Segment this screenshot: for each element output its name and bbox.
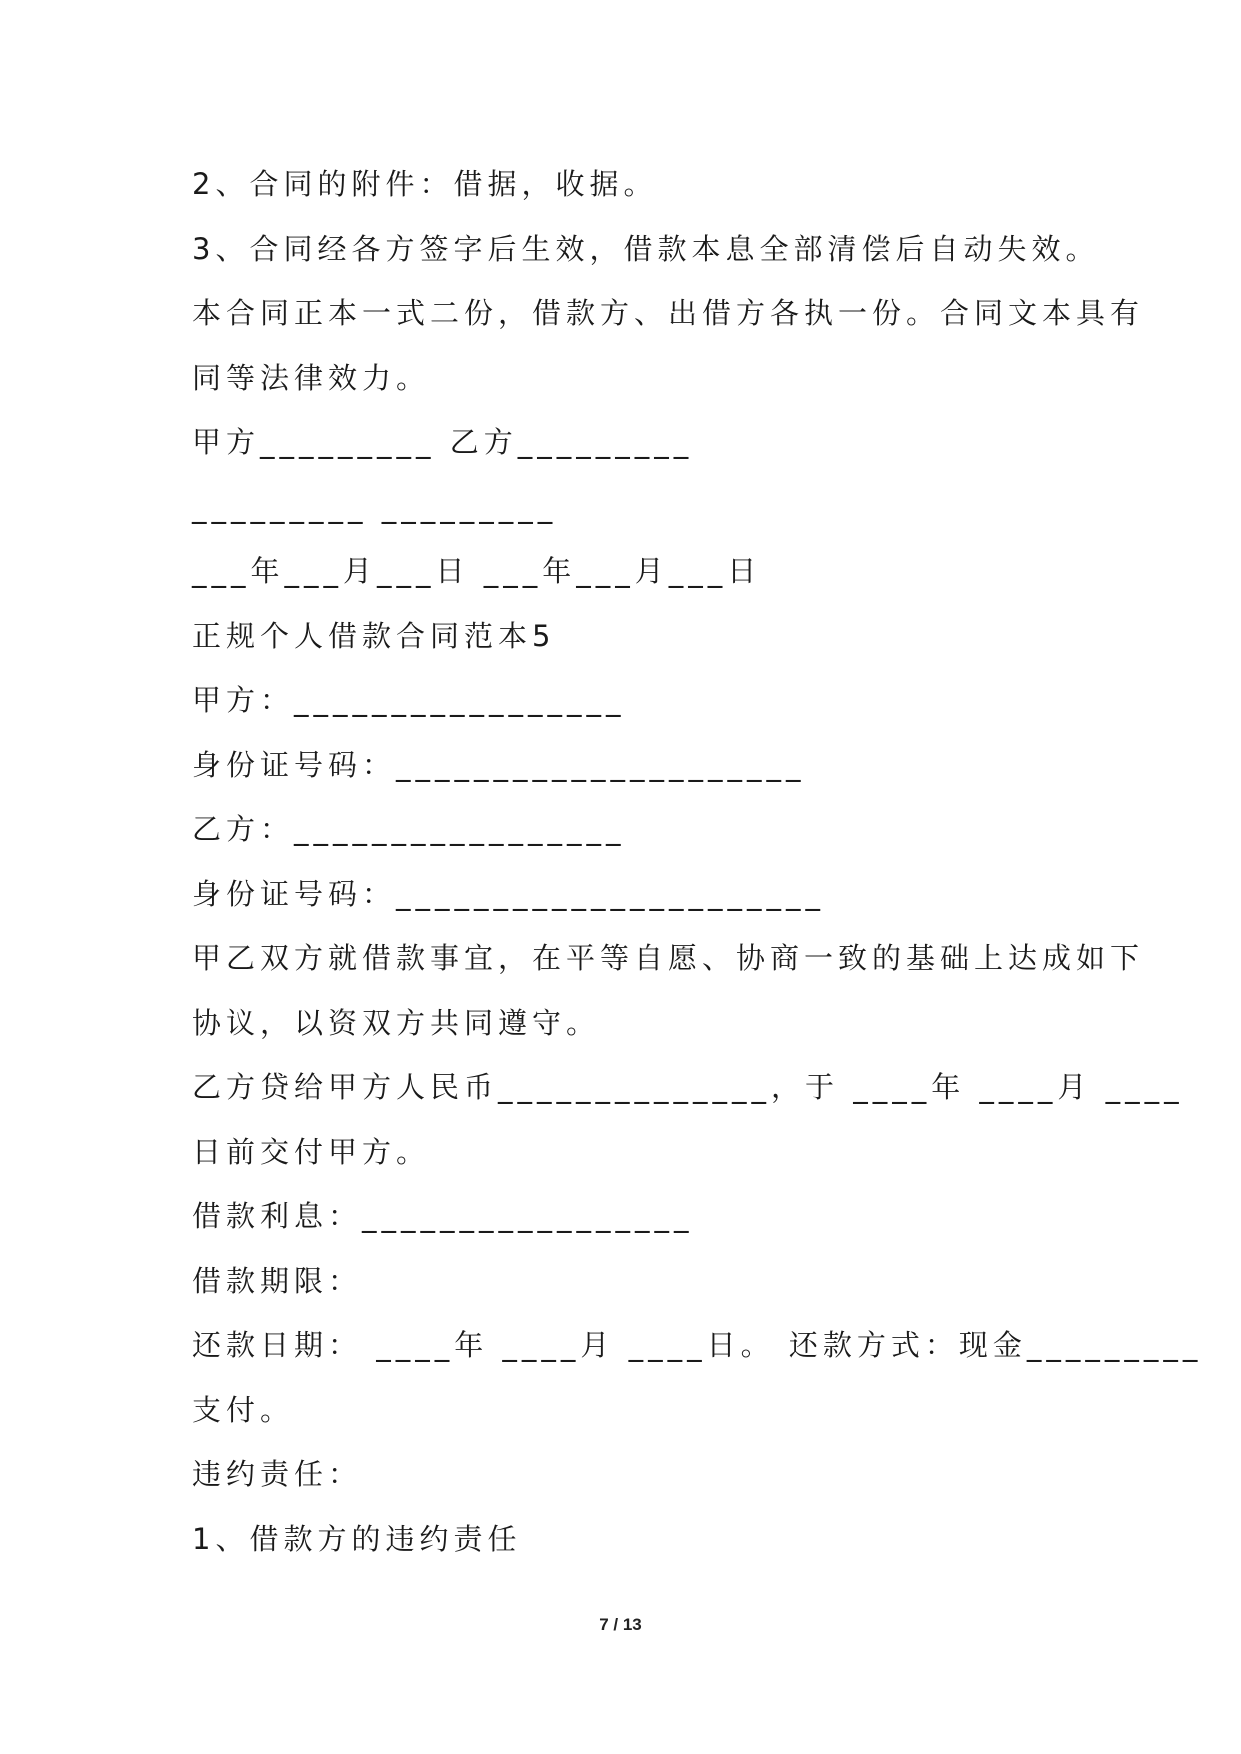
loan-term-field: 借款期限： [192, 1264, 363, 1298]
loan-amount-line-1: 乙方贷给甲方人民币______________，于 ____年 ____月 ____ [192, 1070, 1184, 1104]
signature-date-line: ___年___月___日 ___年___月___日 [192, 554, 762, 588]
loan-interest-field: 借款利息：_________________ [192, 1199, 694, 1233]
copies-clause-line-1: 本合同正本一式二份，借款方、出借方各执一份。合同文本具有 [192, 296, 1145, 330]
repayment-date-line: 还款日期： ____年 ____月 ____日。 还款方式：现金_________ [192, 1328, 1203, 1362]
section-title: 正规个人借款合同范本5 [192, 619, 556, 653]
page-number: 7 / 13 [599, 1615, 642, 1634]
agreement-intro-line-2: 协议，以资双方共同遵守。 [192, 1006, 601, 1040]
signature-party-line: 甲方_________ 乙方_________ [192, 425, 694, 459]
copies-clause-line-2: 同等法律效力。 [192, 361, 431, 395]
party-a-field: 甲方：_________________ [192, 683, 626, 717]
breach-liability-heading: 违约责任： [192, 1457, 363, 1491]
loan-amount-line-2: 日前交付甲方。 [192, 1135, 431, 1169]
party-b-field: 乙方：_________________ [192, 812, 626, 846]
signature-blank-line: _________ _________ [192, 490, 558, 524]
attachments-clause: 2、合同的附件：借据，收据。 [192, 167, 658, 201]
party-a-id-field: 身份证号码：_____________________ [192, 748, 806, 782]
party-b-id-field: 身份证号码：______________________ [192, 877, 826, 911]
effectiveness-clause: 3、合同经各方签字后生效，借款本息全部清偿后自动失效。 [192, 232, 1100, 266]
borrower-liability-heading: 1、借款方的违约责任 [192, 1522, 522, 1556]
repayment-method-line: 支付。 [192, 1393, 295, 1427]
agreement-intro-line-1: 甲乙双方就借款事宜，在平等自愿、协商一致的基础上达成如下 [192, 941, 1145, 975]
